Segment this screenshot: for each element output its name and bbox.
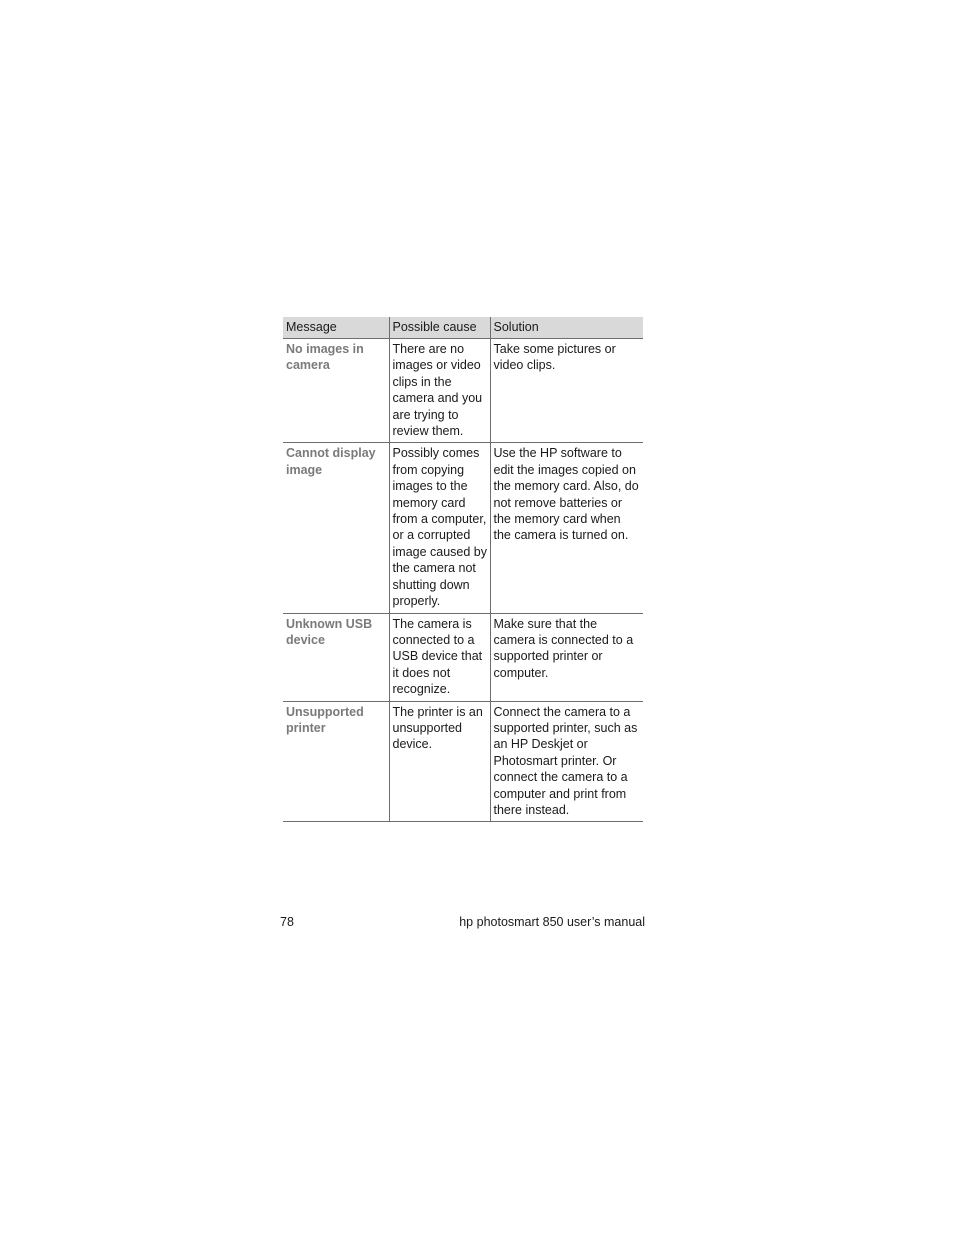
error-message-table [283,317,643,822]
solution-cell: Connect the camera to a supported printer, such as an HP Deskjet or Photosmart printer. Or connect the camera to a computer and print from there instead. [490,701,643,822]
header-possible-cause: Possible cause [389,317,490,339]
solution-cell: Make sure that the camera is connected to a supported printer or computer. [490,613,643,701]
cause-cell: The camera is connected to a USB device that it does not recognize. [389,613,490,701]
manual-title: hp photosmart 850 user’s manual [459,915,645,929]
solution-cell: Use the HP software to edit the images copied on the memory card. Also, do not remove batteries or the memory card when the camera is turned on. [490,443,643,613]
table-header-row [283,317,643,339]
header-message: Message [283,317,389,339]
page-number: 78 [280,915,294,929]
table-row [283,443,643,613]
solution-cell: Take some pictures or video clips. [490,339,643,443]
message-cell: Unknown USB device [283,613,389,701]
message-cell: No images in camera [283,339,389,443]
table-row [283,339,643,443]
table-row [283,613,643,701]
message-cell: Cannot display image [283,443,389,613]
cause-cell: There are no images or video clips in the camera and you are trying to review them. [389,339,490,443]
cause-cell: The printer is an unsupported device. [389,701,490,822]
table-row [283,701,643,822]
message-cell: Unsupported printer [283,701,389,822]
header-solution: Solution [490,317,643,339]
cause-cell: Possibly comes from copying images to the memory card from a computer, or a corrupted image caused by the camera not shutting down properly. [389,443,490,613]
